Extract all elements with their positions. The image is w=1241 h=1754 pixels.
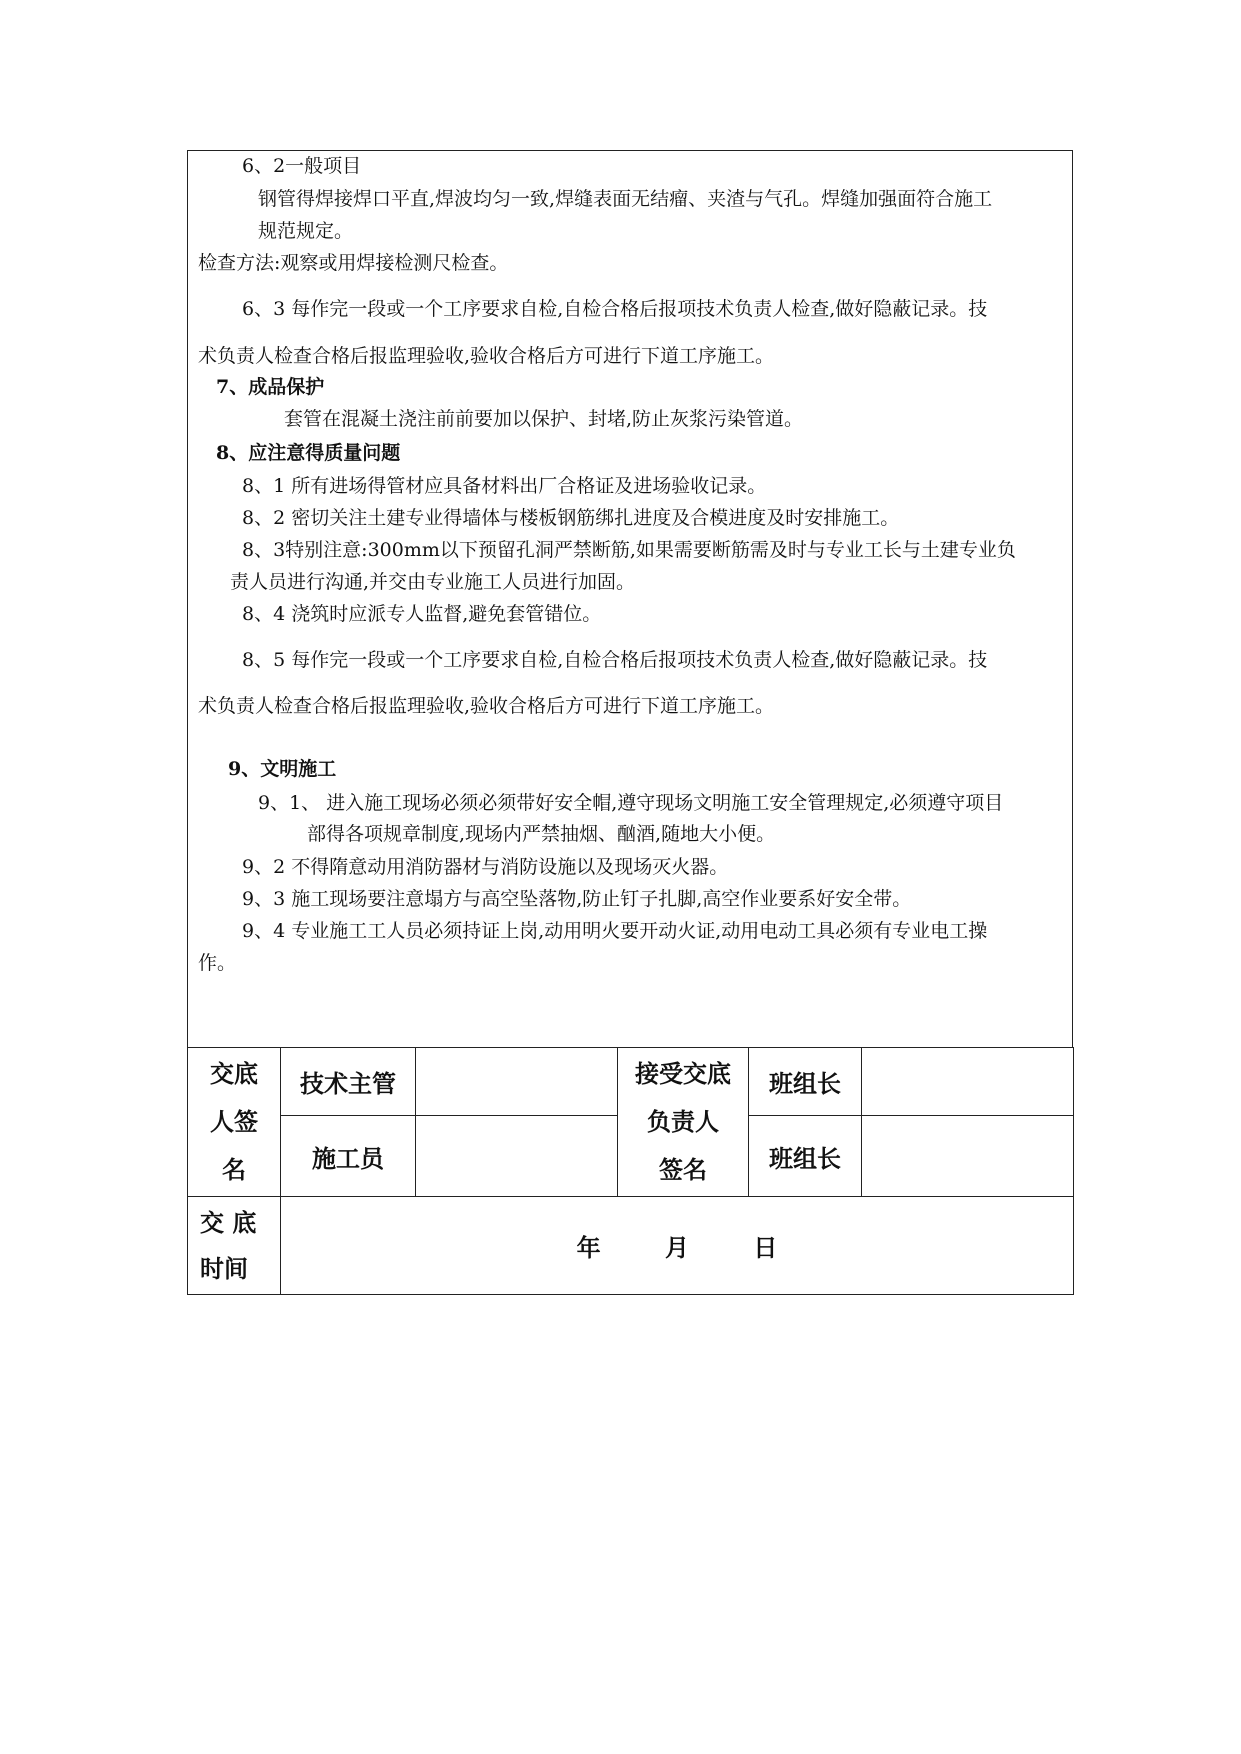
date-day: 日 <box>753 1234 778 1262</box>
section-9-2: 9、2 不得隋意动用消防器材与消防设施以及现场灭火器。 <box>242 856 729 878</box>
section-6-2-body-line-1: 钢管得焊接焊口平直,焊波均匀一致,焊缝表面无结瘤、夹渣与气孔。焊缝加强面符合施工 <box>258 188 993 210</box>
team-leader-label-1: 班组长 <box>749 1048 862 1116</box>
constructor-signature-field[interactable] <box>416 1116 618 1197</box>
handover-date-field[interactable] <box>281 1197 1074 1295</box>
receiver-label-line-1: 接受交底 <box>635 1060 731 1088</box>
section-8-3-line-1: 8、3特别注意:300mm以下预留孔洞严禁断筋,如果需要断筋需及时与专业工长与土建专业负 <box>242 539 1016 561</box>
section-9-heading: 9、文明施工 <box>228 758 337 780</box>
handover-time-label <box>188 1197 281 1295</box>
section-8-5-line-2: 术负责人检查合格后报监理验收,验收合格后方可进行下道工序施工。 <box>198 695 775 717</box>
section-8-5-line-1: 8、5 每作完一段或一个工序要求自检,自检合格后报项技术负责人检查,做好隐蔽记录。技 <box>242 649 988 671</box>
section-7-body: 套管在混凝土浇注前前要加以保护、封堵,防止灰浆污染管道。 <box>284 408 804 430</box>
issuer-label-line-3: 名 <box>222 1156 246 1184</box>
section-8-3-line-2: 责人员进行沟通,并交由专业施工人员进行加固。 <box>230 571 636 593</box>
section-9-1-line-1: 9、1、 进入施工现场必须必须带好安全帽,遵守现场文明施工安全管理规定,必须遵守项目 <box>258 792 1004 814</box>
signature-table <box>187 1047 1074 1295</box>
inspection-method: 检查方法:观察或用焊接检测尺检查。 <box>198 252 509 274</box>
section-8-1: 8、1 所有进场得管材应具备材料出厂合格证及进场验收记录。 <box>242 475 767 497</box>
constructor-label: 施工员 <box>281 1116 416 1197</box>
section-7-heading: 7、成品保护 <box>216 376 325 398</box>
section-8-2: 8、2 密切关注土建专业得墙体与楼板钢筋绑扎进度及合模进度及时安排施工。 <box>242 507 900 529</box>
date-month: 月 <box>665 1234 689 1262</box>
issuer-label-line-2: 人签 <box>210 1108 258 1136</box>
time-label-line-2: 时间 <box>200 1254 248 1283</box>
section-9-4-line-1: 9、4 专业施工工人员必须持证上岗,动用明火要开动火证,动用电动工具必须有专业电工操 <box>242 920 988 942</box>
team-leader-label-2: 班组长 <box>749 1116 862 1197</box>
issuer-label-line-1: 交底 <box>210 1060 258 1088</box>
team-leader-signature-field-1[interactable] <box>862 1048 1074 1116</box>
tech-manager-label: 技术主管 <box>281 1048 416 1116</box>
issuer-label-cell <box>188 1048 281 1197</box>
section-6-3-line-2: 术负责人检查合格后报监理验收,验收合格后方可进行下道工序施工。 <box>198 345 775 367</box>
section-6-2-body-line-2: 规范规定。 <box>258 220 354 242</box>
team-leader-signature-field-2[interactable] <box>862 1116 1074 1197</box>
section-8-4: 8、4 浇筑时应派专人监督,避免套管错位。 <box>242 603 602 625</box>
section-9-3: 9、3 施工现场要注意塌方与高空坠落物,防止钉子扎脚,高空作业要系好安全带。 <box>242 888 912 910</box>
section-6-3-line-1: 6、3 每作完一段或一个工序要求自检,自检合格后报项技术负责人检查,做好隐蔽记录。技 <box>242 298 988 320</box>
tech-manager-signature-field[interactable] <box>416 1048 618 1116</box>
section-9-4-line-2: 作。 <box>198 952 237 974</box>
receiver-label-line-3: 签名 <box>659 1156 707 1184</box>
section-8-heading: 8、应注意得质量问题 <box>216 442 401 464</box>
time-label-line-1: 交 底 <box>200 1208 257 1237</box>
section-6-2-heading: 6、2一般项目 <box>242 155 362 177</box>
content-box <box>187 150 1073 1048</box>
section-9-1-line-2: 部得各项规章制度,现场内严禁抽烟、酗酒,随地大小便。 <box>307 823 776 845</box>
date-year: 年 <box>576 1234 601 1262</box>
receiver-label-cell <box>618 1048 749 1197</box>
receiver-label-line-2: 负责人 <box>647 1108 719 1136</box>
